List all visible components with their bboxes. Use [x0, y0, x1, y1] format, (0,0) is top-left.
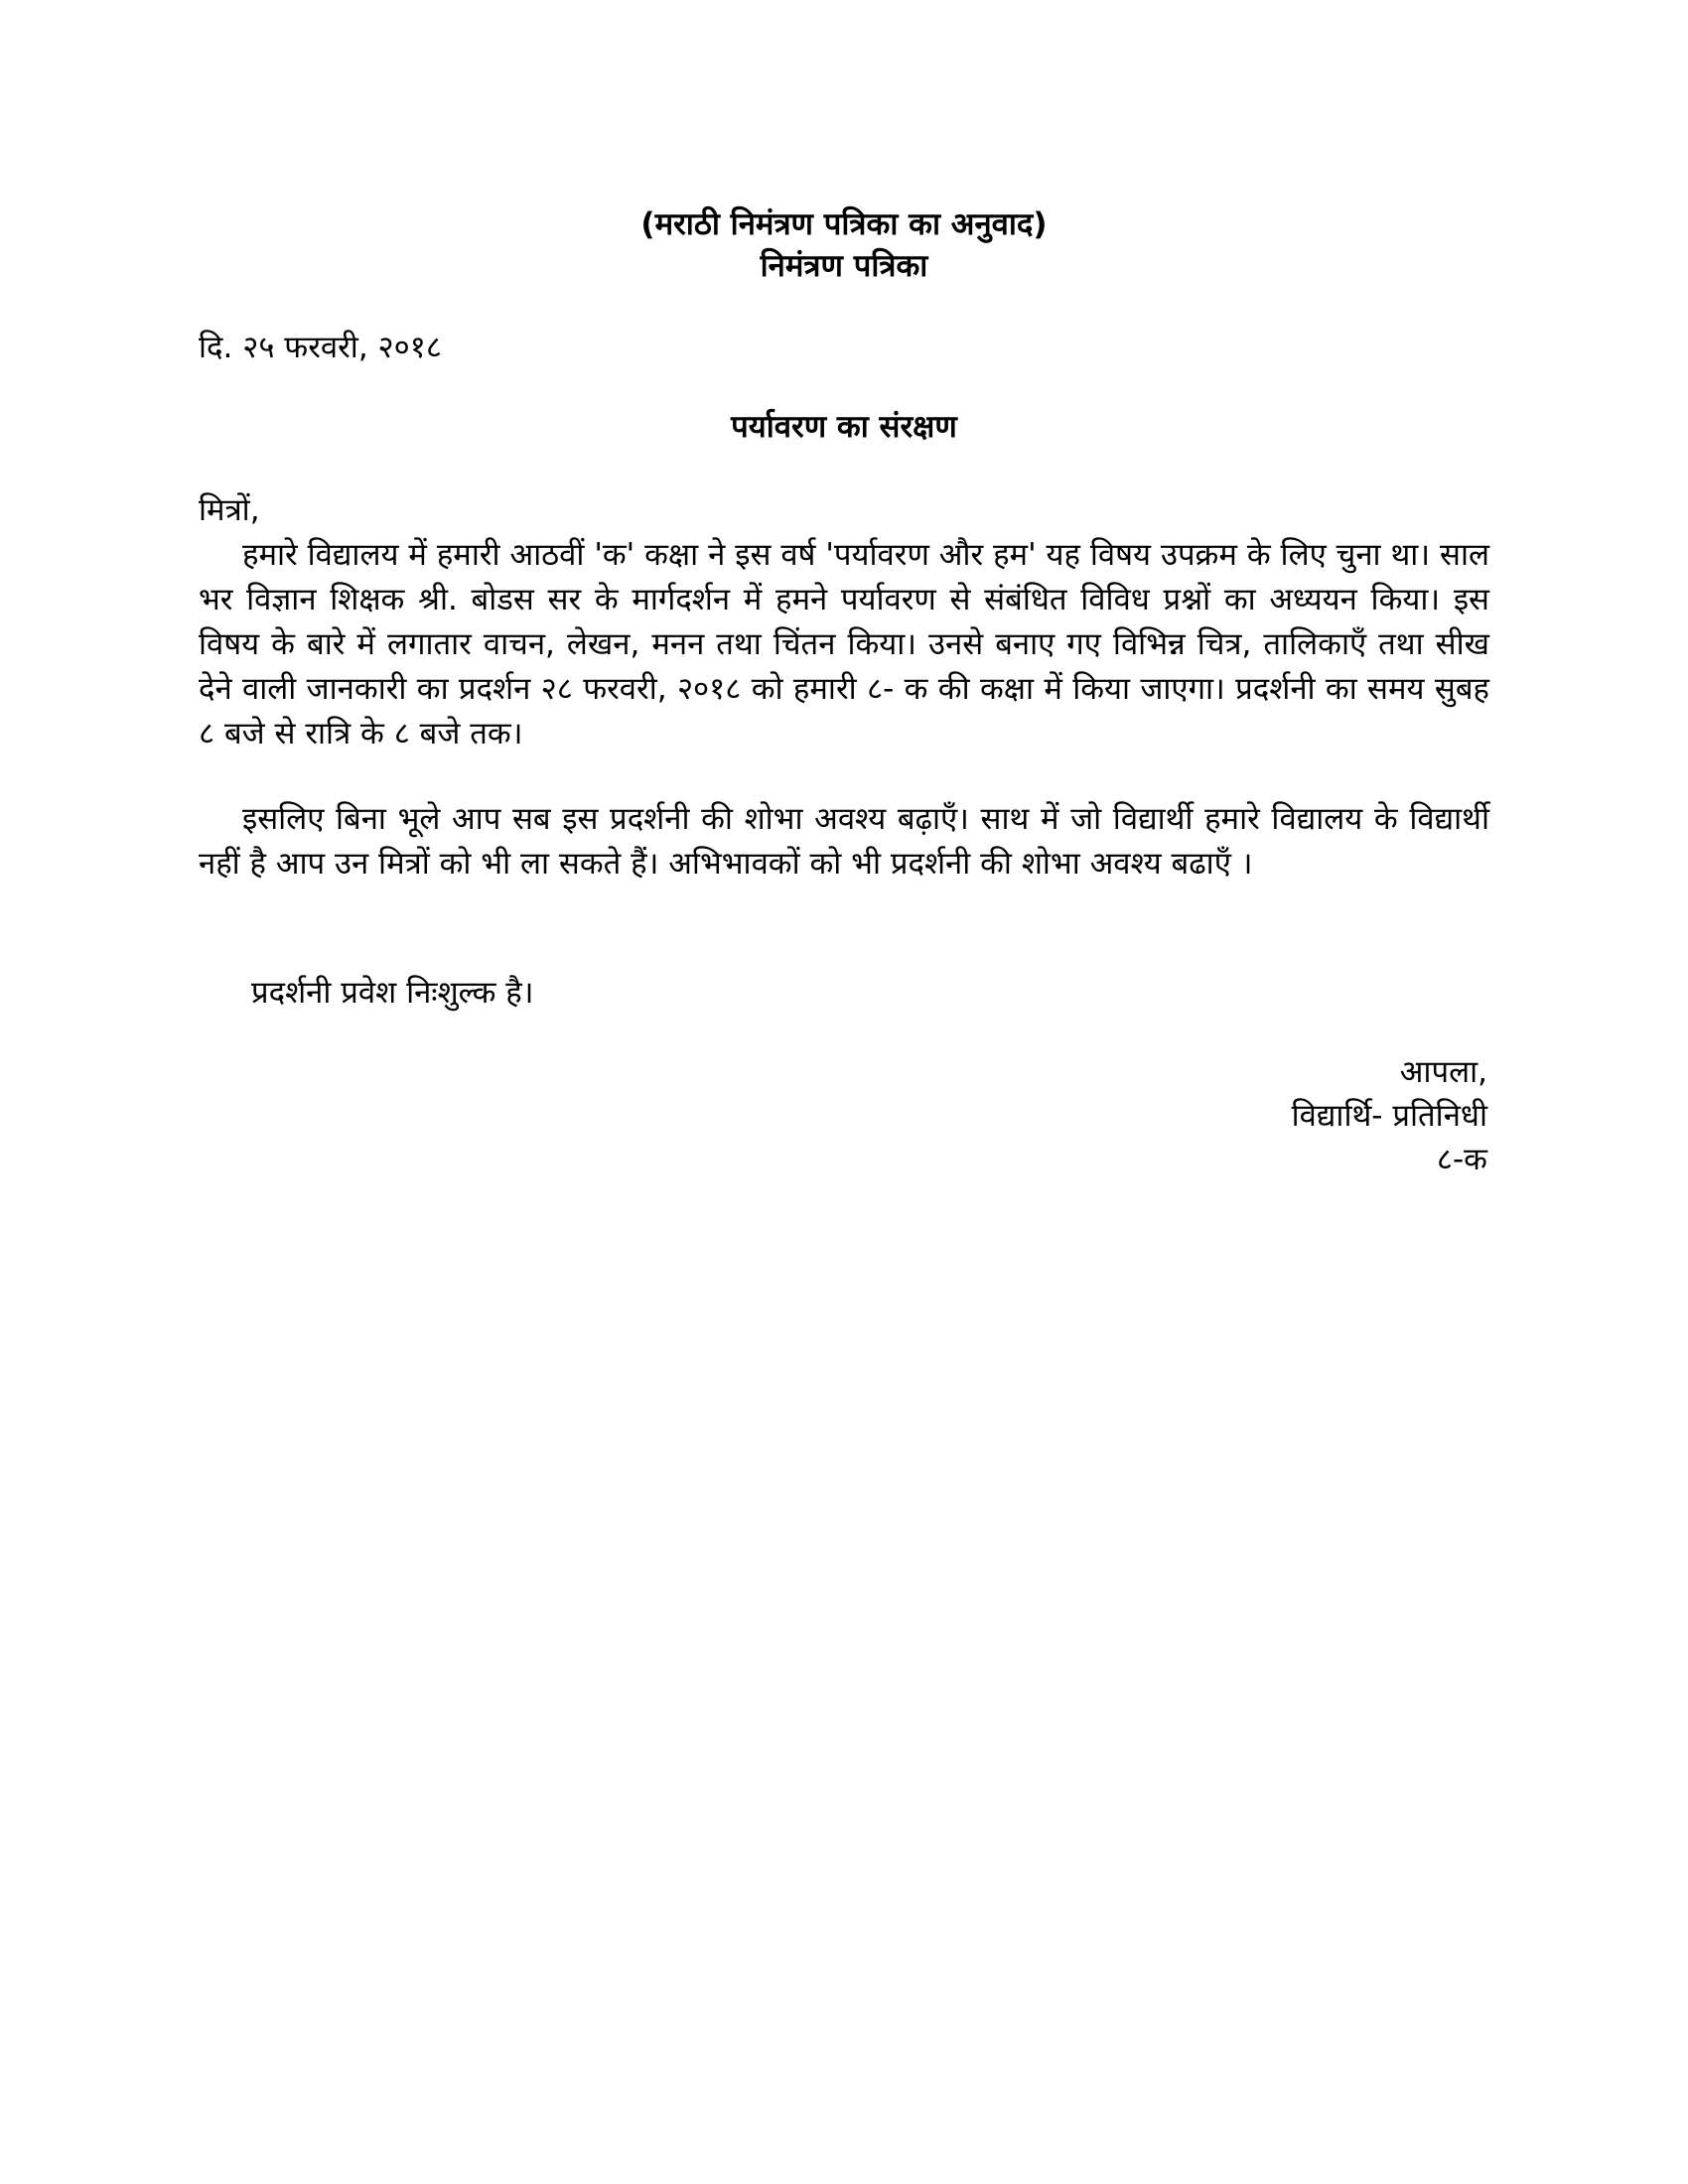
signatory: विद्यार्थि- प्रतिनिधी	[1291, 1098, 1487, 1134]
entry-fee-note: प्रदर्शनी प्रवेश निःशुल्क है।	[251, 975, 534, 1011]
signatory-class: ८-क	[1436, 1142, 1487, 1177]
paragraph-text: हमारे विद्यालय में हमारी आठवीं 'क' कक्षा ने इस वर्ष 'पर्यावरण और हम' यह विषय उपक्रम के लिए चुना था। साल भर विज्ञान शिक्षक श्री. बोडस सर के मार्गदर्शन में हमने पर्यावरण से संबंधित विविध प्रश्नों का अध्ययन किया। इस विषय के बारे में लगातार वाचन, लेखन, मनन तथा चिंतन किया। उनसे बनाए गए विभिन्न चित्र, तालिकाएँ तथा सीख देने वाली जानकारी का प्रदर्शन २८ फरवरी, २०१८ को हमारी ८- क की कक्षा में किया जाएगा। प्रदर्शनी का समय सुबह ८ बजे से रात्रि के ८ बजे तक।	[199, 537, 1489, 751]
document-title: निमंत्रण पत्रिका	[760, 248, 928, 284]
body-paragraph-1	[199, 533, 1489, 756]
letter-subject: पर्यावरण का संरक्षण	[731, 409, 957, 445]
closing-phrase: आपला,	[1399, 1054, 1487, 1090]
paragraph-text: इसलिए बिना भूले आप सब इस प्रदर्शनी की शोभा अवश्य बढ़ाएँ। साथ में जो विद्यार्थी हमारे विद्यालय के विद्यार्थी नहीं है आप उन मित्रों को भी ला सकते हैं। अभिभावकों को भी प्रदर्शनी की शोभा अवश्य बढाएँ ।	[199, 801, 1489, 882]
letter-salutation: मित्रों,	[199, 492, 260, 528]
letter-date: दि. २५ फरवरी, २०१८	[199, 330, 443, 365]
body-paragraph-2	[199, 797, 1489, 887]
document-title-translation-note: (मराठी निमंत्रण पत्रिका का अनुवाद)	[640, 206, 1048, 242]
